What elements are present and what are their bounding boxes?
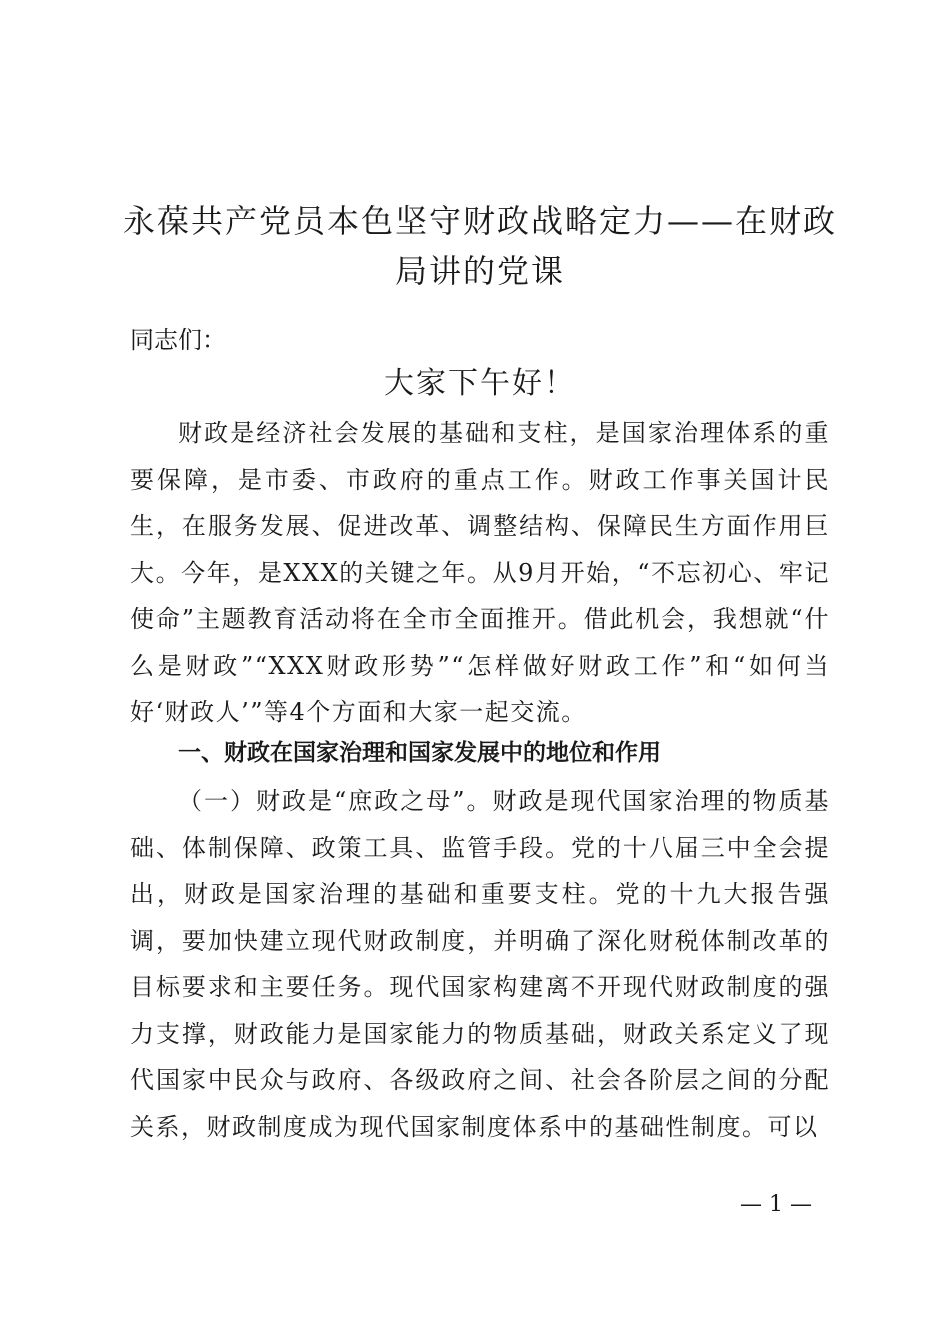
intro-paragraph: 财政是经济社会发展的基础和支柱，是国家治理体系的重要保障，是市委、市政府的重点工作。财政工作事关国计民生，在服务发展、促进改革、调整结构、保障民生方面作用巨大。今年，是XXX的关键之年。从9月开始，“不忘初心、牢记使命”主题教育活动将在全市全面推开。借此机会，我想就“什么是财政”“XXX财政形势”“怎样做好财政工作”和“如何当好‘财政人’”等4个方面和大家一起交流。 bbox=[130, 419, 830, 726]
document-title: 永葆共产党员本色坚守财政战略定力——在财政局讲的党课 bbox=[122, 202, 837, 290]
page-number: — 1 — bbox=[740, 1192, 812, 1217]
greeting: 大家下午好！ bbox=[384, 366, 576, 401]
section-paragraph: （一）财政是“庶政之母”。财政是现代国家治理的物质基础、体制保障、政策工具、监管手段。党的十八届三中全会提出，财政是国家治理的基础和重要支柱。党的十九大报告强调，要加快建立现代财政制度，并明确了深化财税体制改革的目标要求和主要任务。现代国家构建离不开现代财政制度的强力支撑，财政能力是国家能力的物质基础，财政关系定义了现代国家中民众与政府、各级政府之间、社会各阶层之间的分配关系，财政制度成为现代国家制度体系中的基础性制度。可以 bbox=[130, 787, 830, 1141]
salutation: 同志们： bbox=[130, 326, 226, 354]
section-heading: 一、财政在国家治理和国家发展中的地位和作用 bbox=[178, 740, 661, 766]
